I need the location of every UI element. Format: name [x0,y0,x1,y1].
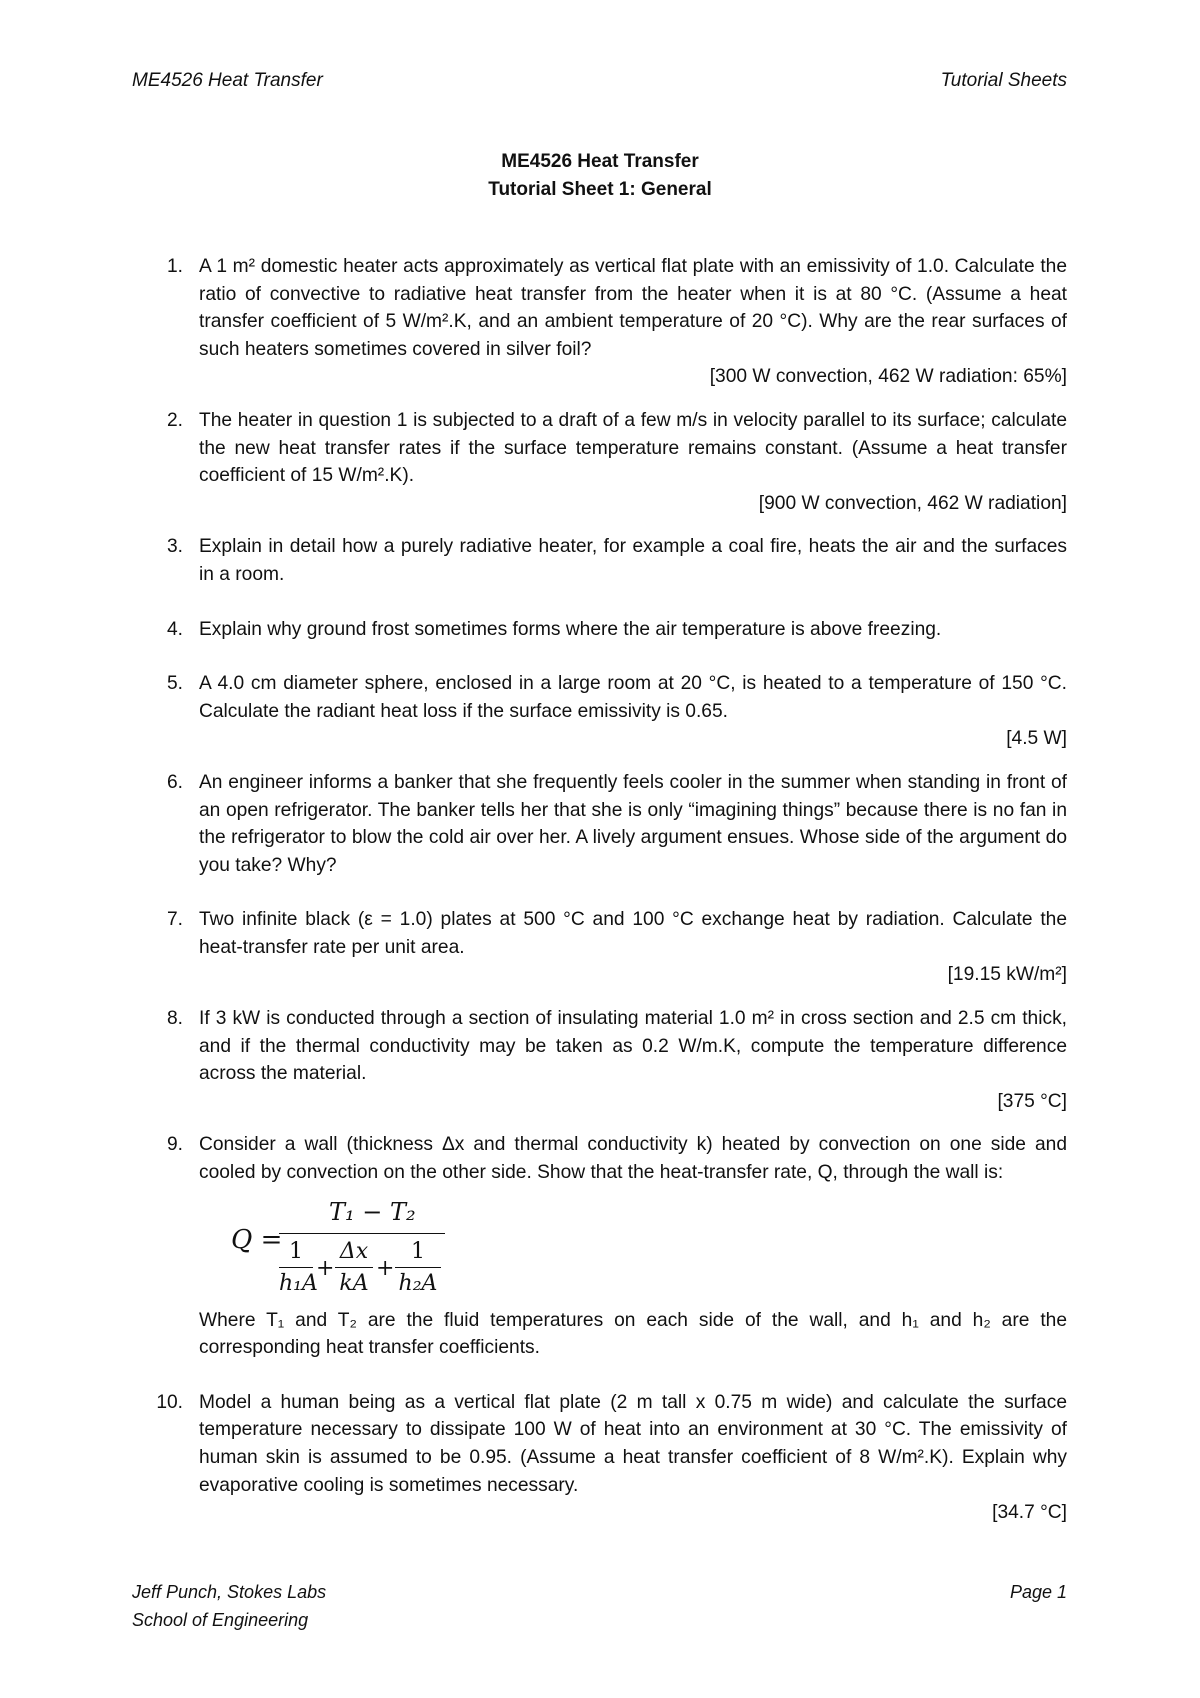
formula-term3-num: 1 [411,1238,425,1264]
formula-term2-num: Δx [339,1238,369,1264]
formula-fraction-bar [279,1233,445,1234]
question-text: Two infinite black (ε = 1.0) plates at 500 °C and 100 °C exchange heat by radiation. Calculate the heat-transfer rate per unit area. [199,909,1067,958]
question-number: 7. [166,909,183,931]
question-answer: [300 W convection, 462 W radiation: 65%] [709,366,1067,388]
question-text: Consider a wall (thickness Δx and thermal conductivity k) heated by convection on one side and cooled by convection on the other side. Show that the heat-transfer rate, Q, through the wall is: [199,1134,1067,1184]
heat-transfer-formula [199,1197,1067,1295]
question-5 [145,670,1067,753]
footer-school: School of Engineering [132,1610,309,1630]
formula-term1-num: 1 [289,1238,303,1264]
question-1 [145,253,1067,391]
title-block [0,148,1200,204]
formula-plus: + [316,1255,335,1281]
formula-term3 [395,1239,441,1298]
question-answer: [19.15 kW/m²] [947,964,1067,986]
question-text: Model a human being as a vertical flat plate (2 m tall x 0.75 m wide) and calculate the surface temperature necessary to dissipate 100 W of heat into an environment at 30 °C. The emissivity of human skin is assumed to be 0.95. (Assume a heat transfer coefficient of 8 W/m².K). Explain why evaporative cooling is sometimes necessary. [199,1391,1067,1496]
formula-term3-den: h₂A [398,1270,438,1296]
footer-author: Jeff Punch, Stokes Labs [132,1582,327,1602]
question-number: 9. [166,1134,183,1156]
question-number: 6. [166,771,183,793]
question-answer: [375 °C] [997,1090,1067,1112]
question-number: 10. [156,1391,183,1413]
question-10 [145,1389,1067,1527]
formula-term2 [335,1239,373,1298]
question-4 [145,616,1067,644]
question-answer: [4.5 W] [1006,728,1067,750]
title-line1: ME4526 Heat Transfer [501,151,699,172]
question-list [145,253,1067,1543]
question-number: 5. [166,673,183,695]
question-7 [145,906,1067,989]
question-2 [145,407,1067,517]
header-course: ME4526 Heat Transfer [132,70,323,91]
question-answer: [900 W convection, 462 W radiation] [758,492,1067,514]
question-followup-text: Where T₁ and T₂ are the fluid temperatures on each side of the wall, and h₁ and h₂ are the corresponding heat transfer coefficients. [199,1309,1067,1359]
question-text: A 4.0 cm diameter sphere, enclosed in a large room at 20 °C, is heated to a temperature of 150 °C. Calculate the radiant heat loss if the surface emissivity is 0.65. [199,673,1067,722]
title-line2: Tutorial Sheet 1: General [488,179,712,200]
question-text: If 3 kW is conducted through a section of insulating material 1.0 m² in cross section and 2.5 cm thick, and if the thermal conductivity may be taken as 0.2 W/m.K, compute the temperature difference across the material. [199,1008,1067,1085]
question-number: 3. [166,536,183,558]
question-number: 2. [166,409,183,431]
question-text: The heater in question 1 is subjected to a draft of a few m/s in velocity parallel to its surface; calculate the new heat transfer rates if the surface temperature remains constant. (Assume a heat transfer coefficient of 15 W/m².K). [199,409,1067,487]
footer-left [132,1578,326,1634]
question-number: 1. [166,256,183,277]
formula-plus: + [376,1255,395,1281]
question-text: Explain why ground frost sometimes forms where the air temperature is above freezing. [199,618,942,640]
question-number: 8. [166,1008,183,1030]
formula-term1 [279,1238,318,1298]
header-doc-type: Tutorial Sheets [940,70,1067,91]
question-answer: [34.7 °C] [992,1502,1067,1524]
question-text: A 1 m² domestic heater acts approximately as vertical flat plate with an emissivity of 1.0. Calculate the ratio of convective to radiative heat transfer from the heater when it is at 80 °C. (Assume a heat transfer coefficient of 5 W/m².K, and an ambient temperature of 20 °C). Why are the rear surfaces of such heaters sometimes covered in silver foil? [199,256,1067,360]
question-6 [145,769,1067,879]
question-number: 4. [166,618,183,640]
question-text: Explain in detail how a purely radiative heater, for example a coal fire, heats the air and the surfaces in a room. [199,536,1067,585]
formula-term2-den: kA [339,1270,369,1296]
question-text: An engineer informs a banker that she frequently feels cooler in the summer when standing in front of an open refrigerator. The banker tells her that she is only “imagining things” because there is no fan in the refrigerator to blow the cold air over her. A lively argument ensues. Whose side of the argument do you take? Why? [199,771,1067,876]
formula-term1-den: h₁A [279,1270,318,1296]
formula-numerator: T₁ − T₂ [329,1197,416,1226]
question-3 [145,533,1067,588]
question-8 [145,1005,1067,1115]
formula-lhs: Q = [231,1224,283,1255]
footer-page-number: Page 1 [1009,1582,1067,1602]
question-9 [145,1131,1067,1361]
